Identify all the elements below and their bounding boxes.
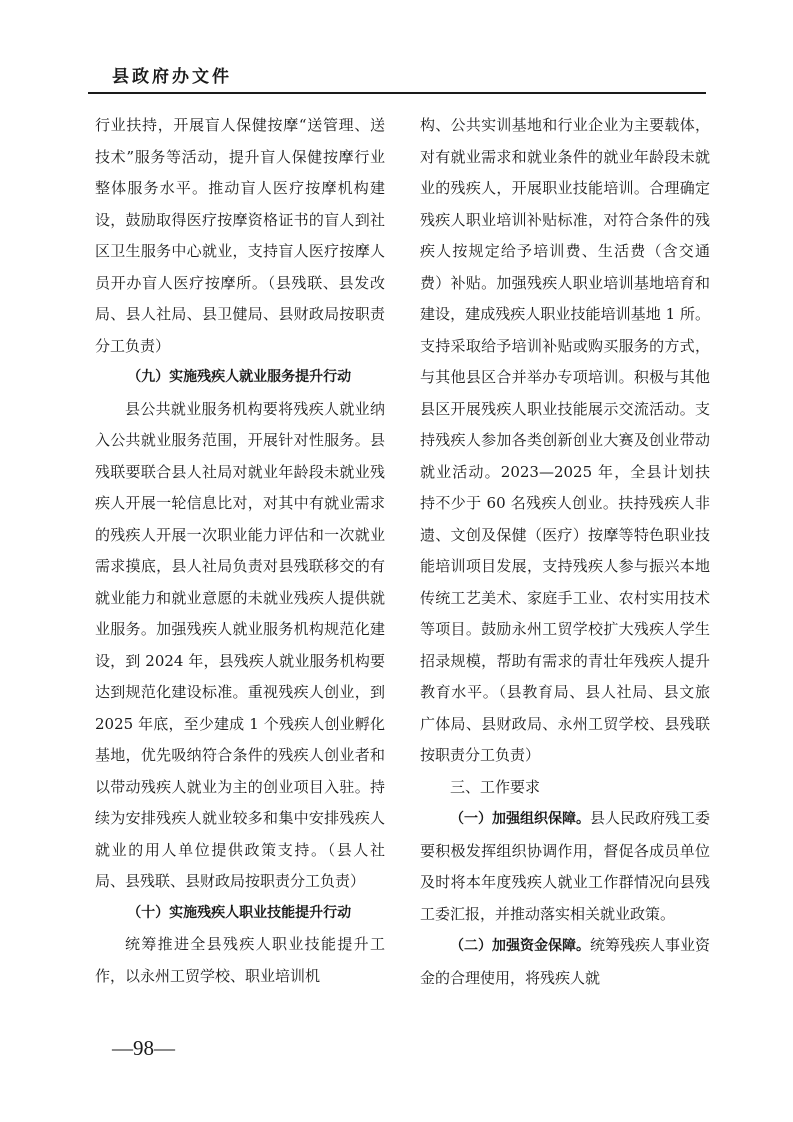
- right-column: [420, 110, 710, 994]
- section-heading: （十）实施残疾人职业技能提升行动: [127, 904, 352, 921]
- section-heading: （九）实施残疾人就业服务提升行动: [127, 369, 352, 385]
- left-column: [95, 110, 385, 992]
- paragraph: 行业扶持，开展盲人保健按摩“送管理、送技术”服务等活动，提升盲人保健按摩行业整体服务水平。推动盲人医疗按摩机构建设，鼓励取得医疗按摩资格证书的盲人到社区卫生服务中心就业，支持盲人医疗按摩人员开办盲人医疗按摩所。（县残联、县发改局、县人社局、县卫健局、县财政局按职责分工负责）: [95, 116, 385, 355]
- header-title: 县政府办文件: [112, 67, 232, 87]
- header-divider: [88, 92, 706, 94]
- paragraph: 构、公共实训基地和行业企业为主要载体，对有就业需求和就业条件的就业年龄段未就业的残疾人，开展职业技能培训。合理确定残疾人职业培训补贴标准，对符合条件的残疾人按规定给予培训费、生活费（含交通费）补贴。加强残疾人职业培训基地培育和建设，建成残疾人职业技能培训基地 1 所。支持采取给予培训补贴或购买服务的方式，与其他县区合并举办专项培训。积极与其他县区开展残疾人职业技能展示交流活动。支持残疾人参加各类创新创业大赛及创业带动就业活动。2023—2025 年，全县计划扶持不少于 60 名残疾人创业。扶持残疾人非遗、文创及保健（医疗）按摩等特色职业技能培训项目发展，支持残疾人参与振兴本地传统工艺美术、家庭手工业、农村实用技术等项目。鼓励永州工贸学校扩大残疾人学生招录规模，帮助有需求的青壮年残疾人提升教育水平。（县教育局、县人社局、县文旅广体局、县财政局、永州工贸学校、县残联按职责分工负责）: [420, 116, 710, 764]
- paragraph: 县公共就业服务机构要将残疾人就业纳入公共就业服务范围，开展针对性服务。县残联要联合县人社局对就业年龄段未就业残疾人开展一轮信息比对，对其中有就业需求的残疾人开展一次职业能力评估和一次就业需求摸底，县人社局负责对县残联移交的有就业能力和就业意愿的未就业残疾人提供就业服务。加强残疾人就业服务机构规范化建设，到 2024 年，县残疾人就业服务机构要达到规范化建设标准。重视残疾人创业，到 2025 年底，至少建成 1 个残疾人创业孵化基地，优先吸纳符合条件的残疾人创业者和以带动残疾人就业为主的创业项目入驻。持续为安排残疾人就业较多和集中安排残疾人就业的用人单位提供政策支持。（县人社局、县残联、县财政局按职责分工负责）: [95, 399, 385, 890]
- paragraph: [420, 803, 710, 930]
- page-number: —98—: [112, 1036, 175, 1060]
- paragraph: 统筹推进全县残疾人职业技能提升工作，以永州工贸学校、职业培训机: [95, 935, 385, 985]
- subsection-body: 统筹残疾人事业资金的合理使用，将残疾人就: [420, 936, 711, 987]
- subsection-body: 县人民政府残工委要积极发挥组织协调作用，督促各成员单位及时将本年度残疾人就业工作群情况向县残工委汇报，并推动落实相关就业政策。: [420, 809, 711, 923]
- section-heading: 三、工作要求: [450, 777, 541, 796]
- subsection-title: （二）加强资金保障。: [450, 938, 590, 954]
- subsection-title: （一）加强组织保障。: [450, 811, 590, 827]
- paragraph: [420, 930, 710, 994]
